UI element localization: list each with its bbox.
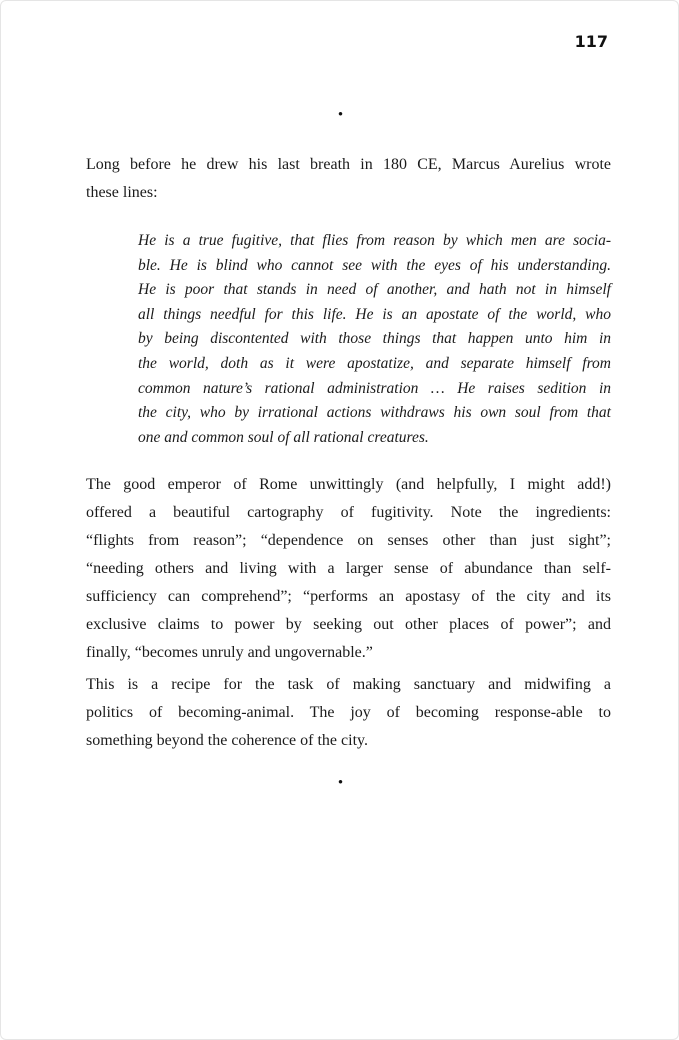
text-line: exclusive claims to power by seeking out other places of power”; and: [86, 616, 611, 633]
page-number: 117: [574, 32, 608, 51]
text-line: offered a beautiful cartography of fugitivity. Note the ingredients:: [86, 504, 611, 521]
text-line: one and common soul of all rational creatures.: [138, 428, 429, 446]
text-line: these lines:: [86, 184, 158, 201]
text-line: sufficiency can comprehend”; “performs an apostasy of the city and its: [86, 588, 611, 605]
paragraph-conclusion: [86, 671, 611, 755]
section-break-dot-bottom: •: [337, 775, 344, 791]
text-line: the world, doth as it were apostatize, and separate himself from: [138, 354, 611, 372]
text-line: Long before he drew his last breath in 180 CE, Marcus Aurelius wrote: [86, 156, 611, 173]
paragraph-commentary: [86, 471, 611, 667]
text-line: by being discontented with those things that happen unto him in: [138, 330, 611, 348]
text-line: He is poor that stands in need of another, and hath not in himself: [138, 281, 611, 299]
paragraph-intro: [86, 151, 611, 207]
text-line: something beyond the coherence of the city.: [86, 732, 368, 749]
text-line: “needing others and living with a larger sense of abundance than self-: [86, 560, 611, 577]
text-line: politics of becoming-animal. The joy of becoming response-able to: [86, 704, 611, 721]
text-line: common nature’s rational administration … He raises sedition in: [138, 379, 611, 397]
section-break-dot-top: •: [337, 107, 344, 123]
text-line: ble. He is blind who cannot see with the eyes of his understanding.: [138, 256, 611, 274]
text-line: He is a true fugitive, that flies from reason by which men are socia-: [138, 232, 611, 249]
text-line: “flights from reason”; “dependence on senses other than just sight”;: [86, 532, 611, 549]
text-line: This is a recipe for the task of making sanctuary and midwifing a: [86, 676, 611, 693]
blockquote-marcus-aurelius: [138, 229, 611, 450]
text-line: The good emperor of Rome unwittingly (and helpfully, I might add!): [86, 476, 611, 493]
text-line: finally, “becomes unruly and ungovernable.”: [86, 644, 373, 661]
text-line: all things needful for this life. He is an apostate of the world, who: [138, 305, 611, 323]
text-line: the city, who by irrational actions withdraws his own soul from that: [138, 404, 611, 422]
